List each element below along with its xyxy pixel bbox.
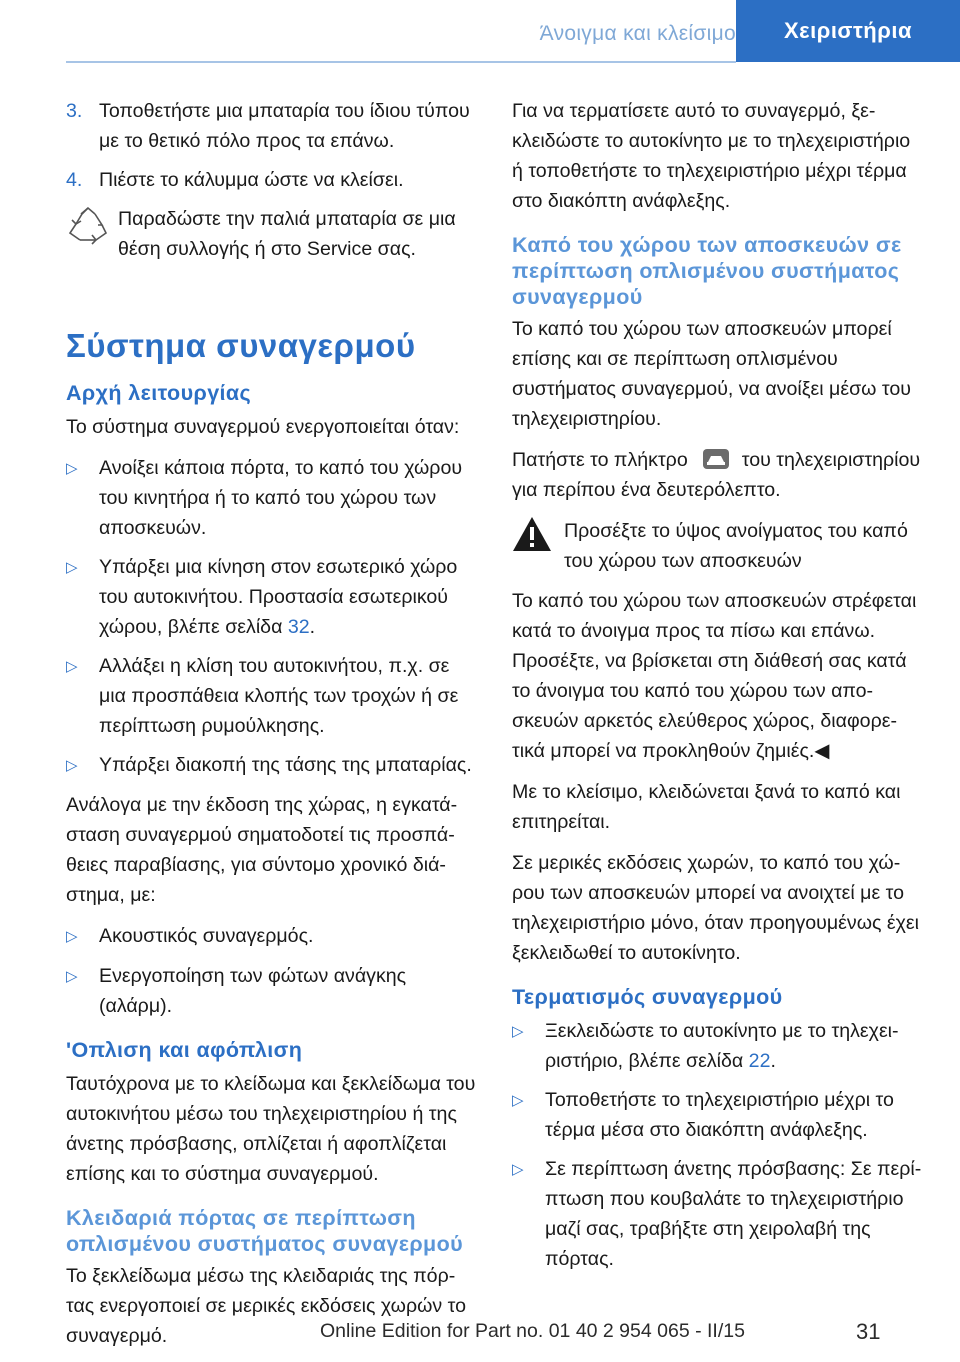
- chapter-tab: Χειριστήρια: [736, 0, 960, 62]
- list-item: [66, 651, 476, 741]
- triangle-bullet-icon: ▷: [512, 1161, 524, 1178]
- section-title: Άνοιγμα και κλείσιμο: [539, 22, 736, 45]
- page-number: 31: [856, 1319, 881, 1344]
- trunk-key-icon: [702, 448, 730, 470]
- end-item-text: Σε περίπτωση άνετης πρόσβασης: Σε περίπτωση που κουβαλάτε το τηλεχειριστήριο μαζί σας, τραβήξτε στη χειρολαβή της πόρτας.: [545, 1158, 922, 1270]
- triangle-bullet-icon: ▷: [66, 968, 78, 985]
- end-item-text: Ξεκλειδώστε το αυτοκίνητο με το τηλεχειριστήριο, βλέπε σελίδα: [545, 1020, 899, 1072]
- trunk-text: Το καπό του χώρου των αποσκευών μπορεί επίσης και σε περίπτωση οπλισμένου συστήματος συναγερμού, να ανοίξει μέσω του τηλεχειριστηρίου.: [512, 318, 911, 430]
- signal-text: Ενεργοποίηση των φώτων ανάγκης (αλάρμ).: [99, 965, 407, 1017]
- trigger-text-wrap: [99, 552, 476, 642]
- door-lock-text: Το ξεκλείδωμα μέσω της κλειδαριάς της πόρτας ενεργοποιεί σε μερικές εκδόσεις χωρών το συναγερμό.: [66, 1265, 467, 1347]
- door-lock-heading: Κλειδαριά πόρτας σε περίπτωση οπλισμένου συστήματος συναγερμού: [66, 1206, 464, 1256]
- end-item-text: Τοποθετήστε το τηλεχειριστήριο μέχρι το τέρμα μέσα στο διακόπτη ανάφλεξης.: [545, 1089, 894, 1141]
- right-column: [512, 96, 922, 1283]
- page-header: [0, 0, 960, 62]
- list-item: [66, 961, 476, 1021]
- relock-text: Με το κλείσιμο, κλειδώνεται ξανά το καπό και επιτηρείται.: [512, 781, 901, 833]
- principle-intro: Το σύστημα συναγερμού ενεργοποιείται όταν:: [66, 416, 460, 438]
- recycle-note-text: Παραδώστε την παλιά μπαταρία σε μια θέση συλλογής ή στο Service σας.: [118, 208, 456, 260]
- press-before: Πατήστε το πλήκτρο: [512, 449, 688, 471]
- trigger-text: Υπάρξει διακοπή της τάσης της μπαταρίας.: [99, 754, 472, 776]
- principle-heading: Αρχή λειτουργίας: [66, 381, 252, 405]
- left-column: [66, 96, 476, 1362]
- page-link[interactable]: 22: [748, 1050, 771, 1072]
- warning-note: [512, 516, 922, 576]
- trunk-heading: Καπό του χώρου των αποσκευών σε περίπτωση οπλισμένου συστήματος συναγερμού: [512, 233, 902, 309]
- page-link[interactable]: 32: [287, 616, 310, 638]
- arming-heading: 'Οπλιση και αφόπλιση: [66, 1038, 303, 1062]
- trigger-text: Ανοίξει κάποια πόρτα, το καπό του χώρου του κινητήρα ή το καπό του χώρου των αποσκευών.: [99, 457, 463, 539]
- end-item-wrap: [545, 1016, 922, 1076]
- step-text: Τοποθετήστε μια μπαταρία του ίδιου τύπου με το θετικό πόλο προς τα επάνω.: [99, 100, 470, 152]
- list-item: [66, 921, 476, 952]
- trigger-text-end: .: [309, 616, 316, 638]
- triangle-bullet-icon: ▷: [66, 757, 78, 774]
- recycle-note: [66, 204, 476, 264]
- triangle-bullet-icon: ▷: [512, 1023, 524, 1040]
- end-alarm-heading: Τερματισμός συναγερμού: [512, 985, 783, 1009]
- edition-footer: Online Edition for Part no. 01 40 2 954 065 - II/15: [320, 1320, 745, 1342]
- arming-text: Ταυτόχρονα με το κλείδωμα και ξεκλείδωμα του αυτοκινήτου μέσω του τηλεχειριστηρίου ή της άνετης πρόσβασης, οπλίζεται ή αφοπλίζεται επίσης και το σύστημα συναγερμού.: [66, 1073, 476, 1185]
- triangle-bullet-icon: ▷: [512, 1092, 524, 1109]
- list-item: [512, 1016, 922, 1076]
- step-number: 3.: [66, 100, 83, 122]
- triangle-bullet-icon: ▷: [66, 658, 78, 675]
- press-after: του τηλεχειριστηρίου για περίπου ένα δευτερόλεπτο.: [512, 449, 921, 501]
- list-item: [512, 1154, 922, 1274]
- list-item: [66, 453, 476, 543]
- triangle-bullet-icon: ▷: [66, 559, 78, 576]
- header-rule: [66, 61, 736, 63]
- list-item: [66, 552, 476, 642]
- press-key-text: [512, 445, 922, 505]
- warning-text: Το καπό του χώρου των αποσκευών στρέφεται κατά το άνοιγμα προς τα πίσω και επάνω. Προσέξτε, να βρίσκεται στη διάθεσή σας κατά το άνοιγμα του καπό του χώρου των αποσκευών αρκετός ελεύθερος χώρος, διαφορετικά μπορεί να προκληθούν ζημιές.◀: [512, 590, 917, 762]
- end-item-text-end: .: [770, 1050, 776, 1072]
- step-text: Πιέστε το κάλυμμα ώστε να κλείσει.: [99, 169, 404, 191]
- step-item: [66, 165, 476, 195]
- alarm-system-heading: Σύστημα συναγερμού: [66, 327, 416, 364]
- warning-title: Προσέξτε το ύψος ανοίγματος του καπό του χώρου των αποσκευών: [564, 520, 908, 572]
- country-trunk-text: Σε μερικές εκδόσεις χωρών, το καπό του χώρου των αποσκευών μπορεί να ανοιχτεί με το τηλεχειριστήριο μόνο, όταν προηγουμένως έχει ξεκλειδωθεί το αυτοκίνητο.: [512, 852, 920, 964]
- warning-triangle-icon: [512, 516, 564, 568]
- signal-text: Ακουστικός συναγερμός.: [99, 925, 314, 947]
- triangle-bullet-icon: ▷: [66, 928, 78, 945]
- list-item: [66, 750, 476, 781]
- triangle-bullet-icon: ▷: [66, 460, 78, 477]
- list-item: [512, 1085, 922, 1145]
- step-number: 4.: [66, 169, 83, 191]
- trigger-text: Αλλάξει η κλίση του αυτοκινήτου, π.χ. σε μια προσπάθεια κλοπής των τροχών ή σε περίπτωση ρυμούλκησης.: [99, 655, 459, 737]
- step-item: [66, 96, 476, 156]
- country-text: Ανάλογα με την έκδοση της χώρας, η εγκατάσταση συναγερμού σηματοδοτεί τις προσπάθειες παραβίασης, για σύντομο χρονικό διάστημα, με:: [66, 794, 458, 906]
- end-alarm-intro: Για να τερματίσετε αυτό το συναγερμό, ξεκλειδώστε το αυτοκίνητο με το τηλεχειριστήριο ή τοποθετήστε το τηλεχειριστήριο μέχρι τέρμα στο διακόπτη ανάφλεξης.: [512, 100, 911, 212]
- trigger-text: Υπάρξει μια κίνηση στον εσωτερικό χώρο του αυτοκινήτου. Προστασία εσωτερικού χώρου, βλέπε σελίδα: [99, 556, 458, 638]
- recycle-icon: [66, 204, 118, 256]
